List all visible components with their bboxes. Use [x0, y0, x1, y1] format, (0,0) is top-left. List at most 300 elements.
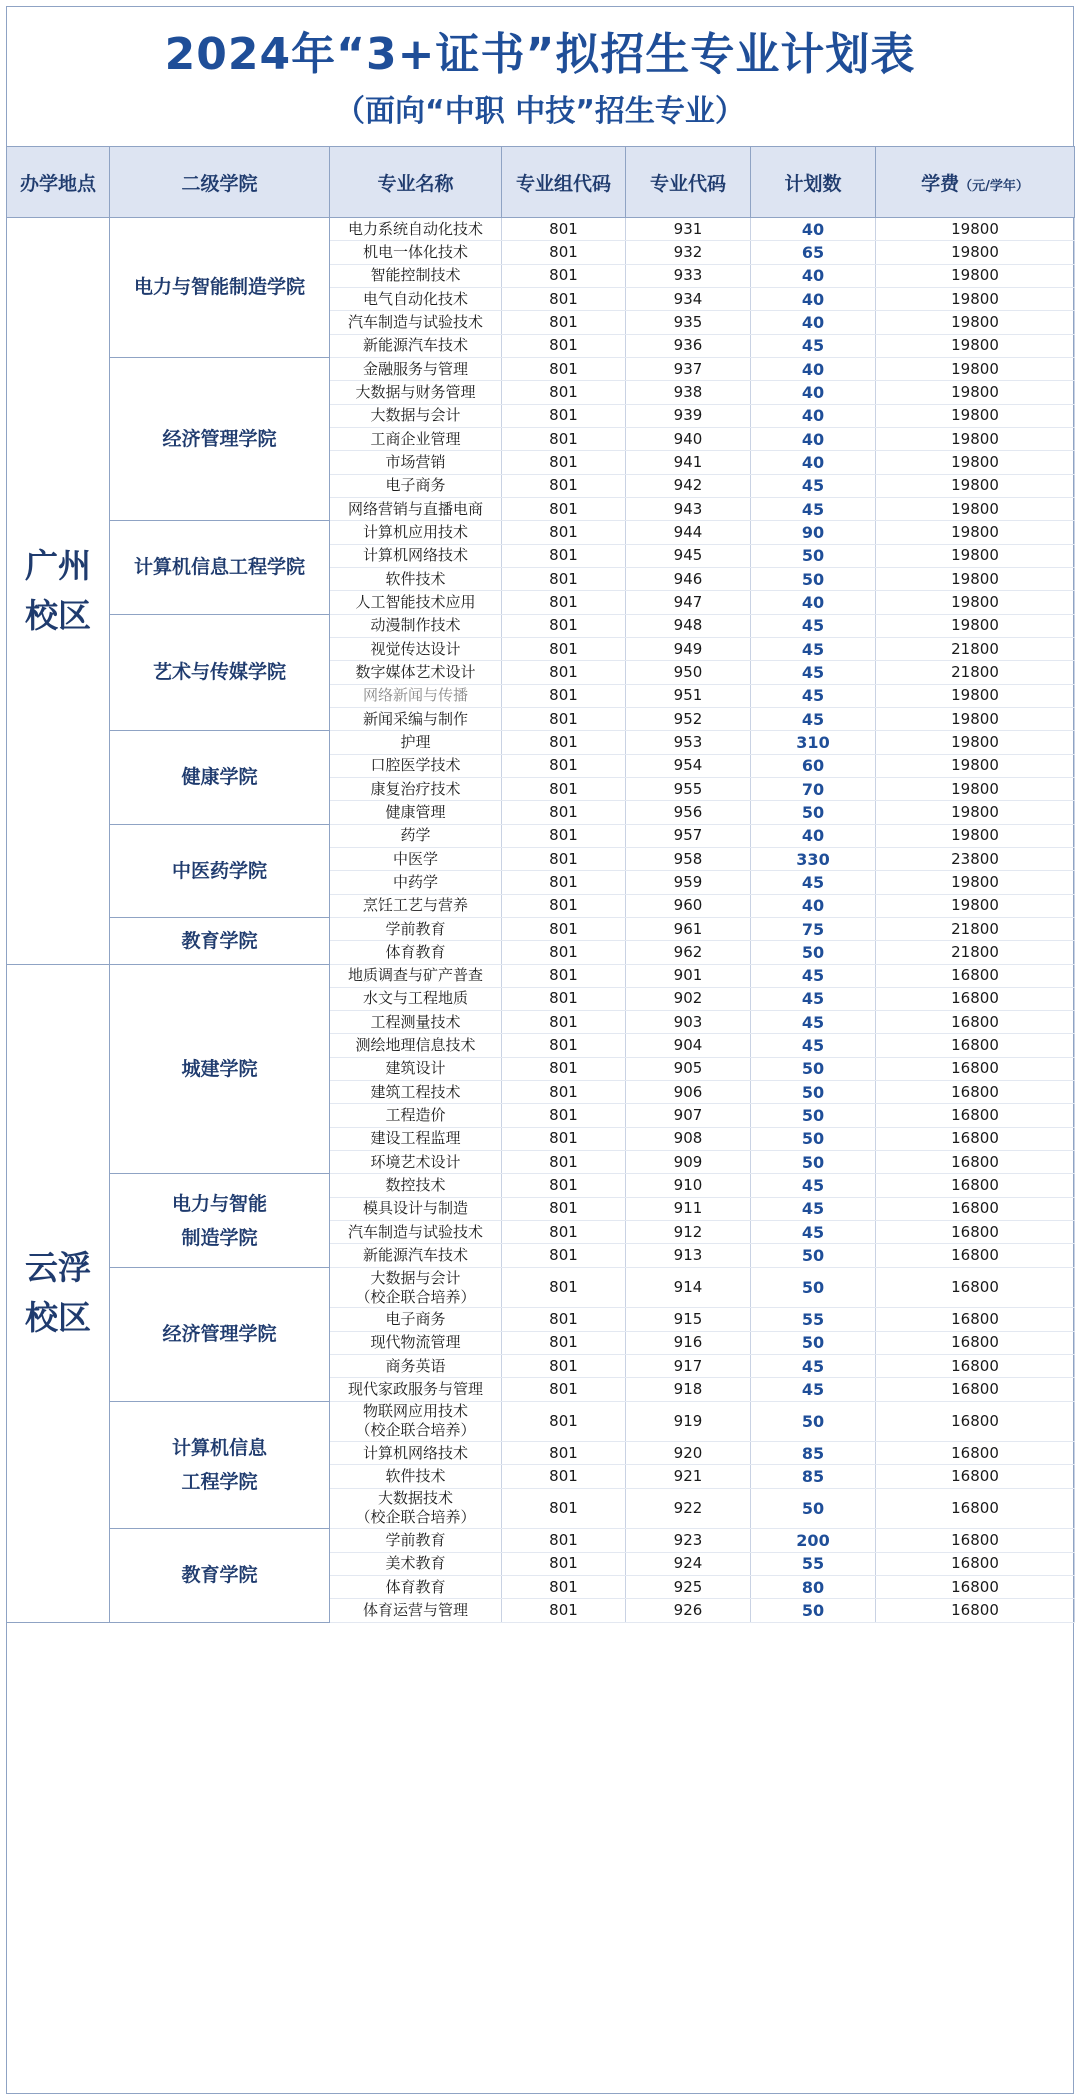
major-code-cell: 958	[626, 847, 751, 870]
tuition-fee-cell: 19800	[876, 754, 1075, 777]
major-code-cell: 936	[626, 334, 751, 357]
group-code-cell: 801	[502, 381, 626, 404]
major-code-cell: 923	[626, 1529, 751, 1552]
major-name-cell: 网络营销与直播电商	[330, 497, 502, 520]
tuition-fee-cell: 21800	[876, 941, 1075, 964]
major-name-cell: 汽车制造与试验技术	[330, 311, 502, 334]
header-college: 二级学院	[110, 147, 330, 218]
major-code-cell: 947	[626, 591, 751, 614]
tuition-fee-cell: 16800	[876, 1552, 1075, 1575]
tuition-fee-cell: 19800	[876, 241, 1075, 264]
group-code-cell: 801	[502, 287, 626, 310]
tuition-fee-cell: 19800	[876, 777, 1075, 800]
major-code-cell: 931	[626, 218, 751, 241]
plan-count-cell: 50	[751, 1488, 876, 1529]
tuition-fee-cell: 16800	[876, 1127, 1075, 1150]
table-body	[7, 218, 1075, 1623]
major-name-cell: 学前教育	[330, 1529, 502, 1552]
table-row	[7, 824, 1075, 847]
plan-count-cell: 45	[751, 334, 876, 357]
plan-count-cell: 40	[751, 894, 876, 917]
major-name-cell: 电气自动化技术	[330, 287, 502, 310]
tuition-fee-cell: 16800	[876, 987, 1075, 1010]
plan-count-cell: 40	[751, 591, 876, 614]
major-name-cell: 建筑设计	[330, 1057, 502, 1080]
group-code-cell: 801	[502, 1331, 626, 1354]
college-cell: 教育学院	[110, 917, 330, 964]
plan-count-cell: 45	[751, 987, 876, 1010]
major-code-cell: 960	[626, 894, 751, 917]
major-code-cell: 912	[626, 1221, 751, 1244]
group-code-cell: 801	[502, 474, 626, 497]
tuition-fee-cell: 16800	[876, 1197, 1075, 1220]
plan-count-cell: 50	[751, 544, 876, 567]
plan-count-cell: 85	[751, 1442, 876, 1465]
major-name-cell: 学前教育	[330, 917, 502, 940]
major-code-cell: 945	[626, 544, 751, 567]
tuition-fee-cell: 19800	[876, 684, 1075, 707]
group-code-cell: 801	[502, 964, 626, 987]
major-name-cell: 新能源汽车技术	[330, 1244, 502, 1267]
major-code-cell: 935	[626, 311, 751, 334]
tuition-fee-cell: 19800	[876, 871, 1075, 894]
major-name-cell: 环境艺术设计	[330, 1151, 502, 1174]
group-code-cell: 801	[502, 264, 626, 287]
group-code-cell: 801	[502, 1197, 626, 1220]
major-name-cell: 数字媒体艺术设计	[330, 661, 502, 684]
plan-count-cell: 65	[751, 241, 876, 264]
group-code-cell: 801	[502, 497, 626, 520]
plan-count-cell: 40	[751, 404, 876, 427]
group-code-cell: 801	[502, 1267, 626, 1308]
group-code-cell: 801	[502, 1221, 626, 1244]
group-code-cell: 801	[502, 1174, 626, 1197]
plan-count-cell: 310	[751, 731, 876, 754]
major-code-cell: 917	[626, 1354, 751, 1377]
group-code-cell: 801	[502, 731, 626, 754]
major-name-cell: 视觉传达设计	[330, 637, 502, 660]
group-code-cell: 801	[502, 1488, 626, 1529]
header-fee	[876, 147, 1075, 218]
tuition-fee-cell: 19800	[876, 591, 1075, 614]
plan-count-cell: 45	[751, 1034, 876, 1057]
plan-count-cell: 90	[751, 521, 876, 544]
tuition-fee-cell: 16800	[876, 1174, 1075, 1197]
major-code-cell: 937	[626, 357, 751, 380]
tuition-fee-cell: 16800	[876, 1267, 1075, 1308]
table-row	[7, 218, 1075, 241]
major-name-cell: 护理	[330, 731, 502, 754]
major-name-cell: 大数据与会计	[330, 404, 502, 427]
major-name-cell: 工程测量技术	[330, 1011, 502, 1034]
major-code-cell: 904	[626, 1034, 751, 1057]
major-name-cell: 电子商务	[330, 1308, 502, 1331]
plan-count-cell: 45	[751, 964, 876, 987]
plan-count-cell: 50	[751, 801, 876, 824]
tuition-fee-cell: 19800	[876, 381, 1075, 404]
header-fee-unit: （元/学年）	[959, 178, 1029, 194]
plan-count-cell: 75	[751, 917, 876, 940]
major-name-cell: 机电一体化技术	[330, 241, 502, 264]
college-cell: 电力与智能 制造学院	[110, 1174, 330, 1267]
major-name-cell: 计算机网络技术	[330, 544, 502, 567]
major-code-cell: 922	[626, 1488, 751, 1529]
plan-count-cell: 40	[751, 427, 876, 450]
tuition-fee-cell: 23800	[876, 847, 1075, 870]
major-name-cell: 中药学	[330, 871, 502, 894]
major-code-cell: 948	[626, 614, 751, 637]
plan-count-cell: 45	[751, 871, 876, 894]
plan-count-cell: 70	[751, 777, 876, 800]
major-code-cell: 938	[626, 381, 751, 404]
plan-count-cell: 45	[751, 707, 876, 730]
tuition-fee-cell: 21800	[876, 917, 1075, 940]
major-code-cell: 905	[626, 1057, 751, 1080]
group-code-cell: 801	[502, 614, 626, 637]
plan-count-cell: 40	[751, 451, 876, 474]
tuition-fee-cell: 21800	[876, 637, 1075, 660]
group-code-cell: 801	[502, 218, 626, 241]
tuition-fee-cell: 19800	[876, 404, 1075, 427]
plan-count-cell: 45	[751, 1378, 876, 1401]
tuition-fee-cell: 16800	[876, 1401, 1075, 1442]
tuition-fee-cell: 19800	[876, 287, 1075, 310]
plan-count-cell: 50	[751, 1081, 876, 1104]
tuition-fee-cell: 19800	[876, 218, 1075, 241]
page-subtitle: （面向“中职 中技”招生专业）	[335, 94, 745, 129]
plan-count-cell: 45	[751, 497, 876, 520]
plan-count-cell: 50	[751, 1401, 876, 1442]
header-major-code: 专业代码	[626, 147, 751, 218]
group-code-cell: 801	[502, 567, 626, 590]
table-row	[7, 917, 1075, 940]
plan-count-cell: 50	[751, 1331, 876, 1354]
major-name-cell: 水文与工程地质	[330, 987, 502, 1010]
plan-count-cell: 50	[751, 1104, 876, 1127]
major-code-cell: 911	[626, 1197, 751, 1220]
major-code-cell: 944	[626, 521, 751, 544]
major-name-cell: 体育教育	[330, 1575, 502, 1598]
header-group-code: 专业组代码	[502, 147, 626, 218]
group-code-cell: 801	[502, 241, 626, 264]
plan-count-cell: 85	[751, 1465, 876, 1488]
group-code-cell: 801	[502, 661, 626, 684]
plan-count-cell: 50	[751, 941, 876, 964]
plan-count-cell: 80	[751, 1575, 876, 1598]
tuition-fee-cell: 19800	[876, 894, 1075, 917]
major-code-cell: 949	[626, 637, 751, 660]
group-code-cell: 801	[502, 357, 626, 380]
table-row	[7, 1401, 1075, 1442]
college-cell: 城建学院	[110, 964, 330, 1174]
major-name-cell: 智能控制技术	[330, 264, 502, 287]
major-code-cell: 907	[626, 1104, 751, 1127]
table-row	[7, 1529, 1075, 1552]
header-major: 专业名称	[330, 147, 502, 218]
header-campus: 办学地点	[7, 147, 110, 218]
major-name-cell: 汽车制造与试验技术	[330, 1221, 502, 1244]
major-code-cell: 901	[626, 964, 751, 987]
group-code-cell: 801	[502, 1378, 626, 1401]
plan-count-cell: 45	[751, 684, 876, 707]
plan-count-cell: 330	[751, 847, 876, 870]
major-name-cell: 体育教育	[330, 941, 502, 964]
major-code-cell: 902	[626, 987, 751, 1010]
major-name-cell: 工商企业管理	[330, 427, 502, 450]
plan-count-cell: 40	[751, 218, 876, 241]
major-name-cell: 建筑工程技术	[330, 1081, 502, 1104]
table-row	[7, 357, 1075, 380]
group-code-cell: 801	[502, 451, 626, 474]
major-code-cell: 961	[626, 917, 751, 940]
major-name-cell: 数控技术	[330, 1174, 502, 1197]
tuition-fee-cell: 19800	[876, 707, 1075, 730]
plan-count-cell: 40	[751, 264, 876, 287]
plan-count-cell: 40	[751, 311, 876, 334]
major-name-cell: 大数据与会计 （校企联合培养）	[330, 1267, 502, 1308]
group-code-cell: 801	[502, 1308, 626, 1331]
major-code-cell: 953	[626, 731, 751, 754]
table-header-row	[7, 147, 1075, 218]
tuition-fee-cell: 19800	[876, 614, 1075, 637]
major-name-cell: 新闻采编与制作	[330, 707, 502, 730]
group-code-cell: 801	[502, 1151, 626, 1174]
group-code-cell: 801	[502, 544, 626, 567]
major-name-cell: 模具设计与制造	[330, 1197, 502, 1220]
campus-cell: 广州 校区	[7, 218, 110, 965]
college-cell: 教育学院	[110, 1529, 330, 1622]
group-code-cell: 801	[502, 404, 626, 427]
major-code-cell: 952	[626, 707, 751, 730]
group-code-cell: 801	[502, 801, 626, 824]
tuition-fee-cell: 19800	[876, 427, 1075, 450]
tuition-fee-cell: 16800	[876, 1151, 1075, 1174]
tuition-fee-cell: 16800	[876, 1308, 1075, 1331]
major-code-cell: 946	[626, 567, 751, 590]
major-name-cell: 大数据与财务管理	[330, 381, 502, 404]
major-name-cell: 新能源汽车技术	[330, 334, 502, 357]
plan-count-cell: 45	[751, 1197, 876, 1220]
plan-count-cell: 45	[751, 474, 876, 497]
major-code-cell: 925	[626, 1575, 751, 1598]
group-code-cell: 801	[502, 754, 626, 777]
campus-cell: 云浮 校区	[7, 964, 110, 1622]
tuition-fee-cell: 16800	[876, 1331, 1075, 1354]
major-code-cell: 921	[626, 1465, 751, 1488]
major-name-cell: 市场营销	[330, 451, 502, 474]
major-code-cell: 959	[626, 871, 751, 894]
major-name-cell: 电子商务	[330, 474, 502, 497]
major-name-cell: 电力系统自动化技术	[330, 218, 502, 241]
plan-count-cell: 60	[751, 754, 876, 777]
plan-count-cell: 50	[751, 1244, 876, 1267]
tuition-fee-cell: 16800	[876, 1354, 1075, 1377]
group-code-cell: 801	[502, 1401, 626, 1442]
group-code-cell: 801	[502, 521, 626, 544]
major-code-cell: 940	[626, 427, 751, 450]
major-code-cell: 951	[626, 684, 751, 707]
major-code-cell: 933	[626, 264, 751, 287]
tuition-fee-cell: 19800	[876, 544, 1075, 567]
major-name-cell: 地质调查与矿产普查	[330, 964, 502, 987]
tuition-fee-cell: 19800	[876, 451, 1075, 474]
plan-count-cell: 45	[751, 614, 876, 637]
group-code-cell: 801	[502, 1552, 626, 1575]
group-code-cell: 801	[502, 1104, 626, 1127]
group-code-cell: 801	[502, 847, 626, 870]
major-code-cell: 950	[626, 661, 751, 684]
major-name-cell: 工程造价	[330, 1104, 502, 1127]
tuition-fee-cell: 16800	[876, 1244, 1075, 1267]
college-cell: 计算机信息 工程学院	[110, 1401, 330, 1529]
plan-count-cell: 200	[751, 1529, 876, 1552]
tuition-fee-cell: 21800	[876, 661, 1075, 684]
major-name-cell: 现代家政服务与管理	[330, 1378, 502, 1401]
group-code-cell: 801	[502, 1354, 626, 1377]
college-cell: 经济管理学院	[110, 357, 330, 520]
major-name-cell: 金融服务与管理	[330, 357, 502, 380]
group-code-cell: 801	[502, 1599, 626, 1622]
tuition-fee-cell: 16800	[876, 1599, 1075, 1622]
group-code-cell: 801	[502, 1529, 626, 1552]
table-row	[7, 1174, 1075, 1197]
plan-count-cell: 40	[751, 357, 876, 380]
college-cell: 计算机信息工程学院	[110, 521, 330, 614]
plan-count-cell: 50	[751, 1267, 876, 1308]
group-code-cell: 801	[502, 637, 626, 660]
plan-count-cell: 55	[751, 1552, 876, 1575]
major-name-cell: 口腔医学技术	[330, 754, 502, 777]
tuition-fee-cell: 16800	[876, 1081, 1075, 1104]
major-name-cell: 康复治疗技术	[330, 777, 502, 800]
tuition-fee-cell: 19800	[876, 334, 1075, 357]
major-code-cell: 910	[626, 1174, 751, 1197]
table-row	[7, 614, 1075, 637]
college-cell: 经济管理学院	[110, 1267, 330, 1401]
tuition-fee-cell: 16800	[876, 1465, 1075, 1488]
tuition-fee-cell: 16800	[876, 1378, 1075, 1401]
major-name-cell: 大数据技术 （校企联合培养）	[330, 1488, 502, 1529]
group-code-cell: 801	[502, 1244, 626, 1267]
plan-count-cell: 40	[751, 381, 876, 404]
major-code-cell: 932	[626, 241, 751, 264]
major-name-cell: 物联网应用技术 （校企联合培养）	[330, 1401, 502, 1442]
major-code-cell: 909	[626, 1151, 751, 1174]
major-code-cell: 926	[626, 1599, 751, 1622]
major-name-cell: 中医学	[330, 847, 502, 870]
major-code-cell: 924	[626, 1552, 751, 1575]
group-code-cell: 801	[502, 1465, 626, 1488]
major-code-cell: 916	[626, 1331, 751, 1354]
major-code-cell: 934	[626, 287, 751, 310]
college-cell: 健康学院	[110, 731, 330, 824]
group-code-cell: 801	[502, 917, 626, 940]
tuition-fee-cell: 19800	[876, 311, 1075, 334]
plan-count-cell: 40	[751, 824, 876, 847]
major-name-cell: 软件技术	[330, 567, 502, 590]
major-code-cell: 941	[626, 451, 751, 474]
tuition-fee-cell: 16800	[876, 1034, 1075, 1057]
major-name-cell: 建设工程监理	[330, 1127, 502, 1150]
plan-count-cell: 50	[751, 1151, 876, 1174]
major-name-cell: 商务英语	[330, 1354, 502, 1377]
college-cell: 电力与智能制造学院	[110, 218, 330, 358]
major-name-cell: 网络新闻与传播	[330, 684, 502, 707]
major-code-cell: 918	[626, 1378, 751, 1401]
group-code-cell: 801	[502, 591, 626, 614]
major-code-cell: 939	[626, 404, 751, 427]
group-code-cell: 801	[502, 1442, 626, 1465]
table-row	[7, 731, 1075, 754]
major-name-cell: 测绘地理信息技术	[330, 1034, 502, 1057]
major-code-cell: 954	[626, 754, 751, 777]
group-code-cell: 801	[502, 1081, 626, 1104]
tuition-fee-cell: 16800	[876, 1011, 1075, 1034]
tuition-fee-cell: 19800	[876, 264, 1075, 287]
group-code-cell: 801	[502, 941, 626, 964]
major-name-cell: 烹饪工艺与营养	[330, 894, 502, 917]
major-code-cell: 915	[626, 1308, 751, 1331]
plan-count-cell: 40	[751, 287, 876, 310]
tuition-fee-cell: 16800	[876, 1575, 1075, 1598]
major-code-cell: 955	[626, 777, 751, 800]
major-code-cell: 914	[626, 1267, 751, 1308]
group-code-cell: 801	[502, 1575, 626, 1598]
plan-count-cell: 45	[751, 1221, 876, 1244]
tuition-fee-cell: 19800	[876, 357, 1075, 380]
major-code-cell: 943	[626, 497, 751, 520]
group-code-cell: 801	[502, 1034, 626, 1057]
tuition-fee-cell: 19800	[876, 567, 1075, 590]
plan-count-cell: 50	[751, 1057, 876, 1080]
tuition-fee-cell: 16800	[876, 964, 1075, 987]
major-code-cell: 962	[626, 941, 751, 964]
group-code-cell: 801	[502, 684, 626, 707]
group-code-cell: 801	[502, 824, 626, 847]
tuition-fee-cell: 19800	[876, 824, 1075, 847]
tuition-fee-cell: 16800	[876, 1104, 1075, 1127]
header-fee-label: 学费	[921, 172, 960, 195]
group-code-cell: 801	[502, 311, 626, 334]
major-name-cell: 动漫制作技术	[330, 614, 502, 637]
group-code-cell: 801	[502, 1127, 626, 1150]
plan-count-cell: 50	[751, 567, 876, 590]
major-name-cell: 药学	[330, 824, 502, 847]
tuition-fee-cell: 19800	[876, 801, 1075, 824]
enrollment-plan-table	[6, 146, 1075, 1623]
plan-count-cell: 45	[751, 661, 876, 684]
tuition-fee-cell: 16800	[876, 1442, 1075, 1465]
major-name-cell: 健康管理	[330, 801, 502, 824]
group-code-cell: 801	[502, 987, 626, 1010]
college-cell: 中医药学院	[110, 824, 330, 917]
table-row	[7, 1267, 1075, 1308]
major-name-cell: 体育运营与管理	[330, 1599, 502, 1622]
major-code-cell: 903	[626, 1011, 751, 1034]
major-code-cell: 919	[626, 1401, 751, 1442]
group-code-cell: 801	[502, 777, 626, 800]
page-title: 2024年“3+证书”拟招生专业计划表	[164, 29, 916, 80]
plan-count-cell: 45	[751, 1174, 876, 1197]
table-row	[7, 964, 1075, 987]
plan-count-cell: 55	[751, 1308, 876, 1331]
major-code-cell: 908	[626, 1127, 751, 1150]
tuition-fee-cell: 19800	[876, 731, 1075, 754]
major-name-cell: 计算机网络技术	[330, 1442, 502, 1465]
tuition-fee-cell: 19800	[876, 521, 1075, 544]
tuition-fee-cell: 16800	[876, 1057, 1075, 1080]
tuition-fee-cell: 19800	[876, 497, 1075, 520]
